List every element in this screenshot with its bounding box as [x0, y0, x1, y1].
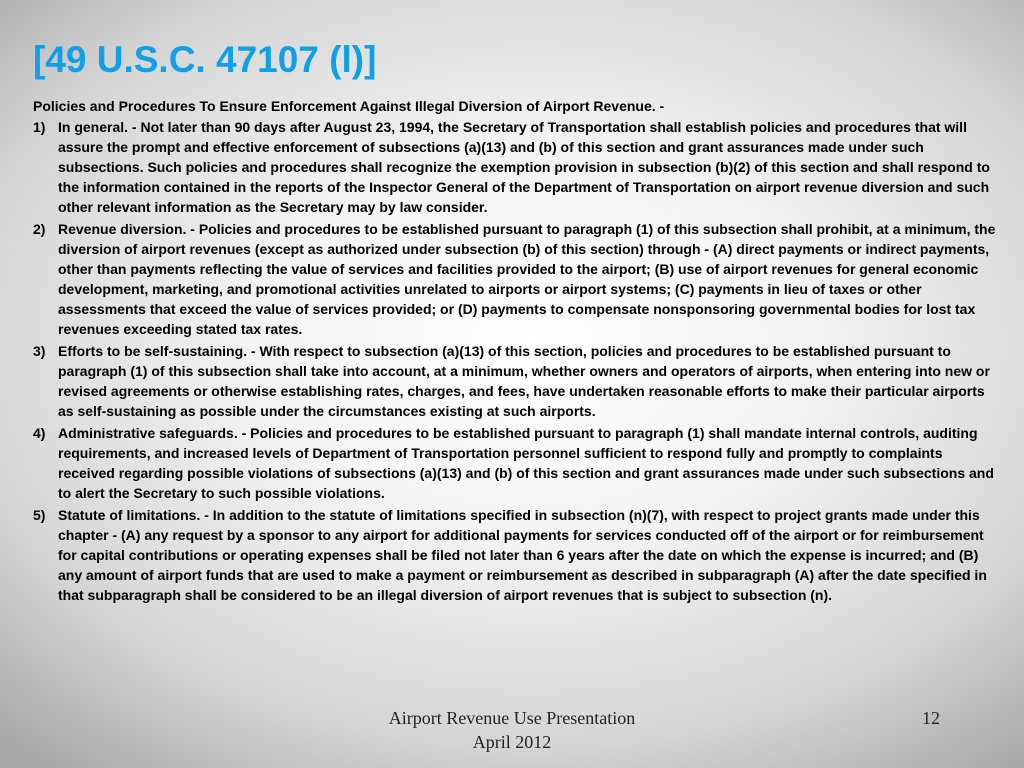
- page-number: 12: [922, 708, 940, 728]
- list-item-text: Administrative safeguards. - Policies and procedures to be established pursuant to paragraph (1) shall mandate internal controls, auditing requirements, and increased levels of Department of Transportation personnel sufficient to respond fully and promptly to complaints received regarding possible violations of subsections (a)(13) and (b) of this section and grant assurances made under such subsections and to alert the Secretary to such possible violations.: [58, 425, 994, 501]
- list-item: [33, 423, 1001, 503]
- list-item-number: 4): [33, 425, 46, 441]
- list-item-number: 1): [33, 119, 46, 135]
- numbered-list: [33, 117, 1001, 605]
- footer-presentation-title: Airport Revenue Use Presentation: [388, 708, 636, 728]
- list-item-number: 2): [33, 221, 46, 237]
- list-item: [33, 117, 1001, 217]
- slide-title: [49 U.S.C. 47107 (l)]: [33, 39, 377, 80]
- list-item: [33, 219, 1001, 339]
- intro-heading: Policies and Procedures To Ensure Enforcement Against Illegal Diversion of Airport Revenue. -: [33, 98, 665, 114]
- list-item-text: Statute of limitations. - In addition to the statute of limitations specified in subsection (n)(7), with respect to project grants made under this chapter - (A) any request by a sponsor to any airport for additional payments for services conducted off of the airport or for reimbursement for capital contributions or operating expenses shall be filed not later than 6 years after the date on which the expense is incurred; and (B) any amount of airport funds that are used to make a payment or reimbursement as described in subparagraph (A) after the date specified in that subparagraph shall be considered to be an illegal diversion of airport revenues that is subject to subsection (n).: [58, 507, 987, 603]
- list-item: [33, 505, 1001, 605]
- list-item-text: Efforts to be self-sustaining. - With respect to subsection (a)(13) of this section, policies and procedures to be established pursuant to paragraph (1) of this subsection shall take into account, at a minimum, whether owners and operators of airports, when entering into new or revised agreements or otherwise establishing rates, charges, and fees, have undertaken reasonable efforts to make their particular airports as self-sustaining as possible under the circumstances existing at such airports.: [58, 343, 990, 419]
- footer: [352, 706, 672, 754]
- list-item: [33, 341, 1001, 421]
- list-item-number: 3): [33, 343, 46, 359]
- slide-content: [33, 96, 1001, 607]
- list-item-text: In general. - Not later than 90 days after August 23, 1994, the Secretary of Transportation shall establish policies and procedures that will assure the prompt and effective enforcement of subsections (a)(13) and (b) of this section and grant assurances made under such subsections. Such policies and procedures shall recognize the exemption provision in subsection (b)(2) of this section and shall respond to the information contained in the reports of the Inspector General of the Department of Transportation on airport revenue diversion and such other relevant information as the Secretary may by law consider.: [58, 119, 990, 215]
- list-item-number: 5): [33, 507, 46, 523]
- list-item-text: Revenue diversion. - Policies and procedures to be established pursuant to paragraph (1) of this subsection shall prohibit, at a minimum, the diversion of airport revenues (except as authorized under subsection (b) of this section) through - (A) direct payments or indirect payments, other than payments reflecting the value of services and facilities provided to the airport; (B) use of airport revenues for general economic development, marketing, and promotional activities unrelated to airports or airport systems; (C) payments in lieu of taxes or other assessments that exceed the value of services provided; or (D) payments to compensate nonsponsoring governmental bodies for lost tax revenues exceeding stated tax rates.: [58, 221, 996, 337]
- footer-date: April 2012: [472, 732, 552, 752]
